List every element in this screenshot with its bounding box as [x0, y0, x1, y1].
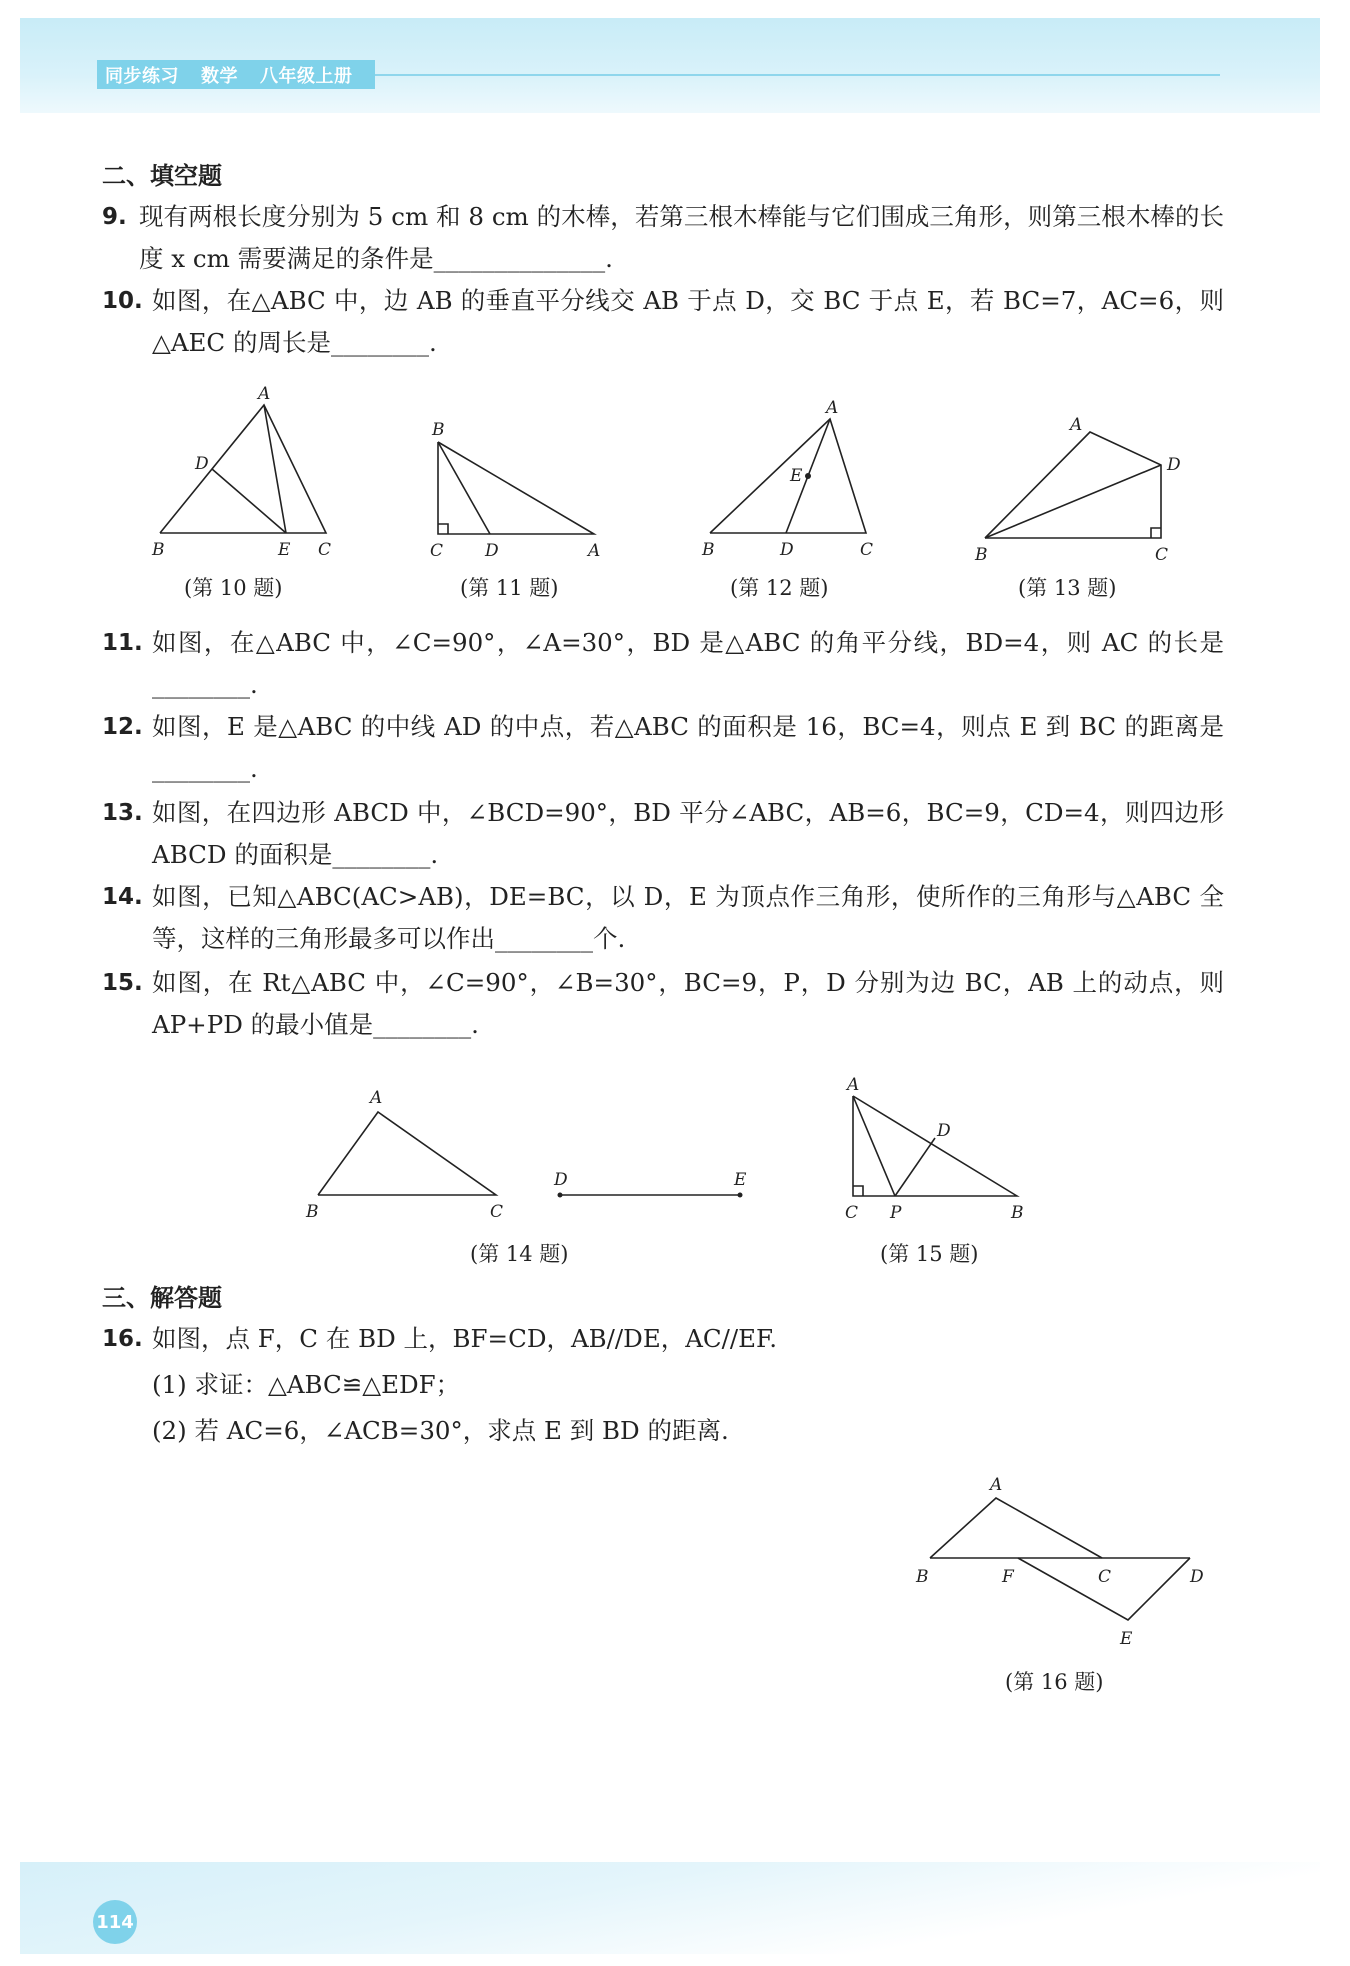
label-c: C	[430, 541, 444, 561]
question-15	[102, 962, 1224, 1046]
label-e: E	[278, 540, 291, 560]
question-text: 如图，在 Rt△ABC 中，∠C=90°，∠B=30°，BC=9，P，D 分别为边 BC，AB 上的动点，则 AP+PD 的最小值是________.	[152, 968, 1224, 1039]
question-number: 9.	[102, 204, 127, 230]
label-e: E	[734, 1170, 747, 1190]
page-number: 114	[93, 1900, 137, 1944]
figure-13	[965, 410, 1185, 574]
label-d: D	[554, 1170, 568, 1190]
figure-10	[140, 385, 350, 569]
question-13	[102, 792, 1224, 876]
question-number: 16.	[102, 1326, 143, 1352]
question-text: 如图，在△ABC 中，∠C=90°，∠A=30°，BD 是△ABC 的角平分线，BD=4，则 AC 的长是________.	[152, 628, 1224, 699]
label-b: B	[1011, 1203, 1024, 1223]
label-b: B	[432, 420, 445, 440]
subject: 数学	[201, 65, 238, 87]
label-b: B	[306, 1202, 319, 1220]
figure-11	[420, 410, 610, 569]
label-b: B	[975, 545, 988, 565]
caption-figure-16: (第 16 题)	[1005, 1670, 1104, 1694]
label-e: E	[790, 466, 803, 486]
question-text: 如图，点 F，C 在 BD 上，BF=CD，AB//DE，AC//EF.	[152, 1324, 778, 1353]
question-number: 15.	[102, 970, 143, 996]
label-e: E	[1120, 1629, 1133, 1649]
label-d: D	[485, 541, 499, 561]
label-c: C	[490, 1202, 504, 1220]
question-number: 11.	[102, 630, 143, 656]
book-series: 同步练习	[105, 65, 179, 87]
question-14	[102, 876, 1224, 960]
label-a: A	[1070, 415, 1083, 435]
question-text: 如图，在△ABC 中，边 AB 的垂直平分线交 AB 于点 D，交 BC 于点 E，若 BC=7，AC=6，则△AEC 的周长是________.	[152, 286, 1224, 357]
label-a: A	[990, 1475, 1003, 1495]
label-c: C	[860, 540, 874, 560]
question-11	[102, 622, 1224, 706]
question-text: 如图，已知△ABC(AC>AB)，DE=BC，以 D，E 为顶点作三角形，使所作的三角形与△ABC 全等，这样的三角形最多可以作出________个.	[152, 882, 1224, 953]
footer-band	[20, 1862, 1320, 1954]
label-a: A	[826, 398, 839, 418]
label-b: B	[152, 540, 165, 560]
figure-12	[690, 395, 880, 569]
label-c: C	[318, 540, 332, 560]
label-d: D	[1190, 1567, 1204, 1587]
label-a: A	[847, 1075, 860, 1095]
label-d: D	[937, 1121, 951, 1141]
question-12	[102, 706, 1224, 790]
question-text: 现有两根长度分别为 5 cm 和 8 cm 的木棒，若第三根木棒能与它们围成三角形，则第三根木棒的长度 x cm 需要满足的条件是______________.	[139, 202, 1224, 273]
label-d: D	[1167, 455, 1181, 475]
label-f: F	[1002, 1567, 1014, 1587]
caption-figure-10: (第 10 题)	[184, 576, 283, 600]
question-number: 13.	[102, 800, 143, 826]
caption-figure-14: (第 14 题)	[470, 1242, 569, 1266]
label-p: P	[890, 1203, 902, 1223]
question-16	[102, 1318, 1224, 1360]
label-d: D	[195, 454, 209, 474]
label-b: B	[702, 540, 715, 560]
label-c: C	[1155, 545, 1169, 565]
header-tab	[97, 60, 375, 89]
question-number: 12.	[102, 714, 143, 740]
question-9	[102, 196, 1224, 280]
caption-figure-11: (第 11 题)	[460, 576, 559, 600]
label-d: D	[780, 540, 794, 560]
label-a: A	[588, 541, 601, 561]
label-b: B	[916, 1567, 929, 1587]
question-16-part-1: (1) 求证：△ABC≌△EDF；	[152, 1370, 461, 1399]
label-c: C	[1098, 1567, 1112, 1587]
label-a: A	[258, 385, 271, 404]
grade: 八年级上册	[260, 65, 353, 87]
section-title-fill-blank: 二、填空题	[102, 162, 222, 190]
header-rule	[375, 74, 1220, 76]
question-number: 14.	[102, 884, 143, 910]
question-16-part-2: (2) 若 AC=6，∠ACB=30°，求点 E 到 BD 的距离.	[152, 1416, 729, 1445]
figure-16	[910, 1470, 1220, 1654]
caption-figure-13: (第 13 题)	[1018, 576, 1117, 600]
label-a: A	[370, 1088, 383, 1108]
figure-14	[300, 1085, 760, 1224]
question-text: 如图，E 是△ABC 的中线 AD 的中点，若△ABC 的面积是 16，BC=4，则点 E 到 BC 的距离是________.	[152, 712, 1224, 783]
caption-figure-12: (第 12 题)	[730, 576, 829, 600]
section-title-answer: 三、解答题	[102, 1284, 222, 1312]
label-c: C	[845, 1203, 859, 1223]
caption-figure-15: (第 15 题)	[880, 1242, 979, 1266]
question-text: 如图，在四边形 ABCD 中，∠BCD=90°，BD 平分∠ABC，AB=6，BC=9，CD=4，则四边形 ABCD 的面积是________.	[152, 798, 1224, 869]
question-number: 10.	[102, 288, 143, 314]
figure-15	[835, 1070, 1035, 1234]
question-10	[102, 280, 1224, 364]
